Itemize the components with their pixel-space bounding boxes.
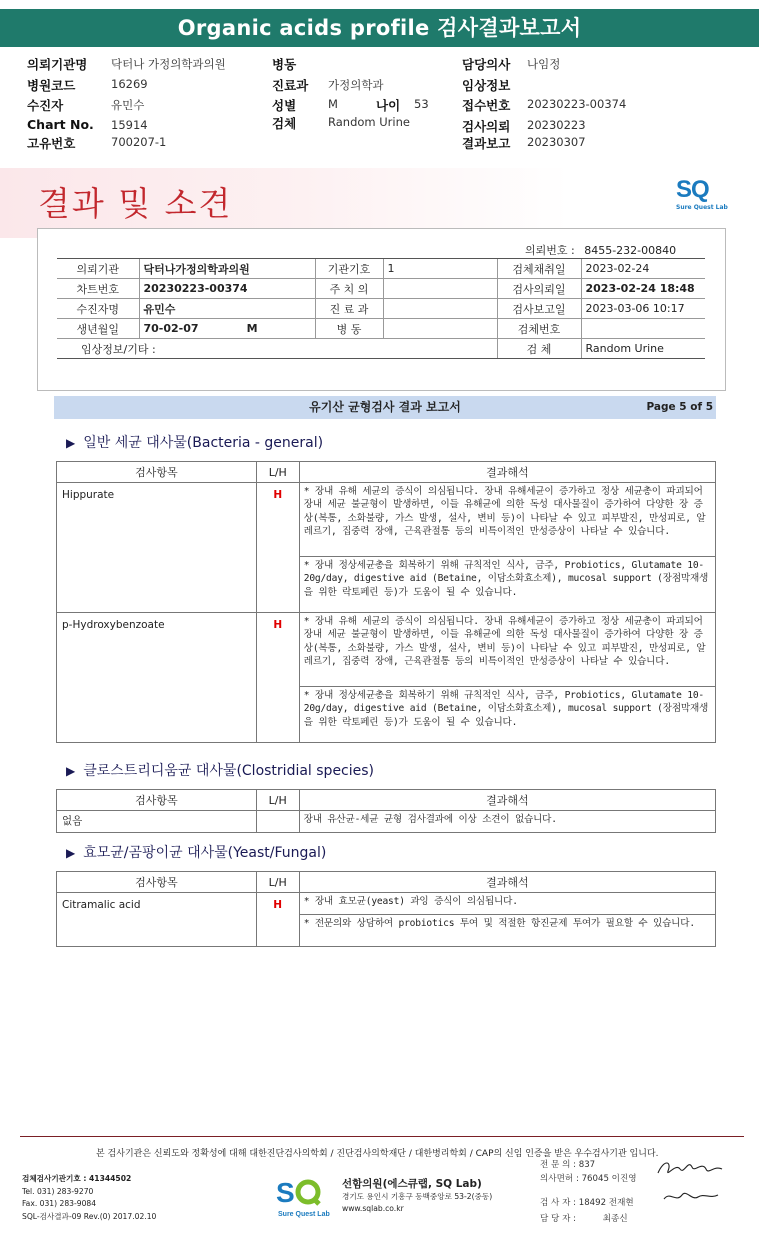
item-name: p-Hydroxybenzoate	[57, 613, 257, 743]
info-value: Random Urine	[328, 115, 410, 129]
signatories	[540, 1158, 637, 1226]
meta-label: 의뢰기관	[57, 259, 139, 279]
col-header-item: 검사항목	[57, 872, 257, 893]
results-heading: 결과 및 소견	[38, 184, 233, 223]
flag-value: H	[256, 483, 299, 613]
clinical-info-label: 임상정보/기타 :	[57, 339, 497, 359]
footer-divider	[20, 1136, 744, 1137]
lab-code: 검체검사기관기호 : 41344502	[22, 1174, 132, 1183]
info-label: 수진자	[27, 98, 64, 113]
result-table	[56, 789, 716, 833]
table-row	[57, 483, 716, 557]
birthdate-cell	[139, 319, 315, 339]
info-label: 결과보고	[462, 136, 511, 151]
sign-value: 최종신	[602, 1214, 628, 1224]
meta-value	[383, 279, 497, 299]
info-label: 접수번호	[462, 98, 511, 113]
request-number	[525, 242, 676, 258]
info-label: 병원코드	[27, 78, 76, 93]
result-table	[56, 871, 716, 947]
section-title: 효모균/곰팡이균 대사물(Yeast/Fungal)	[83, 845, 327, 861]
col-header-lh: L/H	[256, 872, 299, 893]
col-header-interp: 결과해석	[299, 790, 715, 811]
interpretation: * 장내 유해 세균의 증식이 의심됩니다. 장내 유해세균이 증가하고 정상 세균총이 파괴되어 장내 세균 불균형이 발생하면, 이들 유해균에 의한 독성 대사물질이 증가하여 다양한 장 증상(복통, 소화불량, 가스 발생, 설사, 변비 등)이 나타날 수 있고 피부발진, 만성피로, 알레르기, 집중력 장애, 근육관절통 등의 비특이적인 만성증상이 나타날 수 있습니다.	[299, 613, 715, 687]
footer-logo	[274, 1176, 332, 1220]
flag-value	[256, 811, 299, 833]
info-label: 성별	[272, 98, 297, 113]
info-label: 담당의사	[462, 57, 511, 72]
table-row	[57, 299, 705, 319]
sign-label: 검 사 자 :	[540, 1198, 576, 1208]
info-label: 검체	[272, 116, 297, 131]
sign-label: 담 당 자 :	[540, 1214, 576, 1224]
table-row	[57, 613, 716, 687]
meta-value: 유민수	[139, 299, 315, 319]
section-title: 일반 세균 대사물(Bacteria - general)	[83, 435, 324, 451]
handwritten-signature	[654, 1155, 728, 1213]
section-heading	[66, 760, 374, 780]
meta-value: 70-02-07	[143, 322, 199, 335]
info-label: 진료과	[272, 78, 309, 93]
table-row	[57, 811, 716, 833]
sq-lab-logo-icon	[274, 1176, 332, 1220]
footer-logo-tagline: Sure Quest Lab	[278, 1211, 330, 1218]
meta-value: 닥터나가정의학과의원	[139, 259, 315, 279]
flag-value: H	[256, 893, 299, 947]
sign-value: 18492 전재현	[578, 1198, 634, 1208]
meta-label: 생년월일	[57, 319, 139, 339]
recommendation: * 장내 정상세균총을 회복하기 위해 규칙적인 식사, 금주, Probiotics, Glutamate 10-20g/day, digestive aid (Betaine, 이담소화효소제), mucosal support (장점막재생을 위한 락토페린 등)가 도움이 될 수 있습니다.	[299, 687, 715, 743]
meta-value: 2023-02-24	[581, 259, 705, 279]
accreditation-statement: 본 검사기관은 신뢰도와 정확성에 대해 대한진단검사의학회 / 진단검사의학재단 / 대한병리학회 / CAP의 신임 인증을 받은 우수검사기관 입니다.	[96, 1149, 659, 1159]
meta-label: 병 동	[315, 319, 383, 339]
request-number-value: 8455-232-00840	[584, 244, 677, 257]
meta-value	[581, 319, 705, 339]
meta-value	[383, 299, 497, 319]
info-value: 유민수	[111, 98, 145, 112]
info-value: 700207-1	[111, 135, 167, 149]
page-indicator: Page 5 of 5	[646, 401, 713, 413]
sign-row	[540, 1212, 637, 1226]
sign-value: 76045 이진영	[581, 1174, 637, 1184]
table-header	[57, 790, 716, 811]
lab-tel: Tel. 031) 283-9270	[22, 1186, 94, 1196]
org-name: 선함의원(에스큐랩, SQ Lab)	[342, 1178, 482, 1190]
col-header-item: 검사항목	[57, 790, 257, 811]
info-label: 임상정보	[462, 78, 511, 93]
col-header-lh: L/H	[256, 790, 299, 811]
info-value: M	[328, 97, 338, 111]
patient-info	[0, 52, 759, 152]
table-header	[57, 872, 716, 893]
meta-label: 검체번호	[497, 319, 581, 339]
sign-row	[540, 1196, 637, 1210]
info-value: 16269	[111, 77, 148, 91]
info-label: 병동	[272, 57, 297, 72]
meta-value: Random Urine	[581, 339, 705, 359]
meta-value	[383, 319, 497, 339]
logo-s: SQ	[676, 176, 709, 203]
meta-label: 기관기호	[315, 259, 383, 279]
info-value: 20230223-00374	[527, 97, 627, 111]
report-title-text: 유기산 균형검사 결과 보고서	[309, 400, 461, 414]
interpretation: * 장내 유해 세균의 증식이 의심됩니다. 장내 유해세균이 증가하고 정상 세균총이 파괴되어 장내 세균 불균형이 발생하면, 이들 유해균에 의한 독성 대사물질이 증가하여 다양한 장 증상(복통, 소화불량, 가스 발생, 설사, 변비 등)이 나타날 수 있고 피부발진, 만성피로, 알레르기, 집중력 장애, 근육관절통 등의 비특이적인 만성증상이 나타날 수 있습니다.	[299, 483, 715, 557]
lab-fax: Fax. 031) 283-9084	[22, 1199, 97, 1209]
org-address: 경기도 용인시 기흥구 동백중앙로 53-2(중동)	[342, 1192, 493, 1201]
info-value: 가정의학과	[328, 78, 384, 92]
meta-value: 20230223-00374	[139, 279, 315, 299]
section-heading	[66, 842, 326, 862]
table-row	[57, 259, 705, 279]
report-header-bar	[54, 396, 716, 419]
triangle-icon: ▶	[66, 436, 76, 450]
meta-label: 검사보고일	[497, 299, 581, 319]
form-number: SQL-검사결과-09 Rev.(0) 2017.02.10	[22, 1211, 157, 1221]
item-name: 없음	[57, 811, 257, 833]
interpretation: * 장내 효모균(yeast) 과잉 증식이 의심됩니다.	[299, 893, 715, 915]
meta-label: 주 치 의	[315, 279, 383, 299]
triangle-icon: ▶	[66, 846, 76, 860]
table-row	[57, 893, 716, 915]
info-value: 20230307	[527, 135, 586, 149]
info-value: 나임정	[527, 57, 561, 71]
age-label: 나이	[376, 98, 401, 113]
meta-label: 검 체	[497, 339, 581, 359]
meta-label: 검사의뢰일	[497, 279, 581, 299]
age-value: 53	[414, 97, 429, 111]
report-title: Organic acids profile 검사결과보고서	[0, 9, 759, 47]
sign-row	[540, 1172, 637, 1186]
logo-tagline: Sure Quest Lab	[676, 204, 728, 211]
info-label: Chart No.	[27, 117, 94, 132]
svg-text:S: S	[276, 1177, 295, 1208]
table-row	[57, 279, 705, 299]
sign-label: 의사면허 :	[540, 1174, 579, 1184]
sign-value: 837	[578, 1160, 596, 1170]
col-header-interp: 결과해석	[299, 872, 715, 893]
lab-contact	[22, 1173, 156, 1223]
meta-value: 2023-02-24 18:48	[581, 279, 705, 299]
meta-value: 1	[383, 259, 497, 279]
sign-label: 전 문 의 :	[540, 1160, 576, 1170]
table-row	[57, 319, 705, 339]
info-label: 검사의뢰	[462, 119, 511, 134]
meta-label: 차트번호	[57, 279, 139, 299]
flag-value: H	[256, 613, 299, 743]
table-header	[57, 462, 716, 483]
info-label: 의뢰기관명	[27, 57, 88, 72]
org-website: www.sqlab.co.kr	[342, 1204, 404, 1213]
specimen-meta-table	[57, 258, 705, 359]
interpretation: 장내 유산균-세균 균형 검사결과에 이상 소견이 없습니다.	[299, 811, 715, 833]
info-value: 20230223	[527, 118, 586, 132]
result-table	[56, 461, 716, 743]
col-header-item: 검사항목	[57, 462, 257, 483]
meta-label: 검체채취일	[497, 259, 581, 279]
meta-label: 수진자명	[57, 299, 139, 319]
sq-lab-logo	[676, 178, 728, 218]
sign-row	[540, 1158, 637, 1172]
item-name: Citramalic acid	[57, 893, 257, 947]
meta-label: 진 료 과	[315, 299, 383, 319]
col-header-interp: 결과해석	[299, 462, 715, 483]
info-value: 닥터나 가정의학과의원	[111, 57, 226, 71]
triangle-icon: ▶	[66, 764, 76, 778]
request-number-label: 의뢰번호 :	[525, 244, 575, 257]
recommendation: * 전문의와 상담하여 probiotics 투여 및 적절한 항진균제 투여가 필요할 수 있습니다.	[299, 915, 715, 947]
col-header-lh: L/H	[256, 462, 299, 483]
table-row	[57, 339, 705, 359]
item-name: Hippurate	[57, 483, 257, 613]
recommendation: * 장내 정상세균총을 회복하기 위해 규칙적인 식사, 금주, Probiotics, Glutamate 10-20g/day, digestive aid (Betaine, 이담소화효소제), mucosal support (장점막재생을 위한 락토페린 등)가 도움이 될 수 있습니다.	[299, 557, 715, 613]
info-label: 고유번호	[27, 136, 76, 151]
sex-value: M	[246, 322, 258, 335]
meta-value: 2023-03-06 10:17	[581, 299, 705, 319]
section-title: 클로스트리디움균 대사물(Clostridial species)	[83, 763, 375, 779]
organization-info	[342, 1178, 492, 1215]
info-value: 15914	[111, 118, 148, 132]
section-heading	[66, 432, 323, 452]
